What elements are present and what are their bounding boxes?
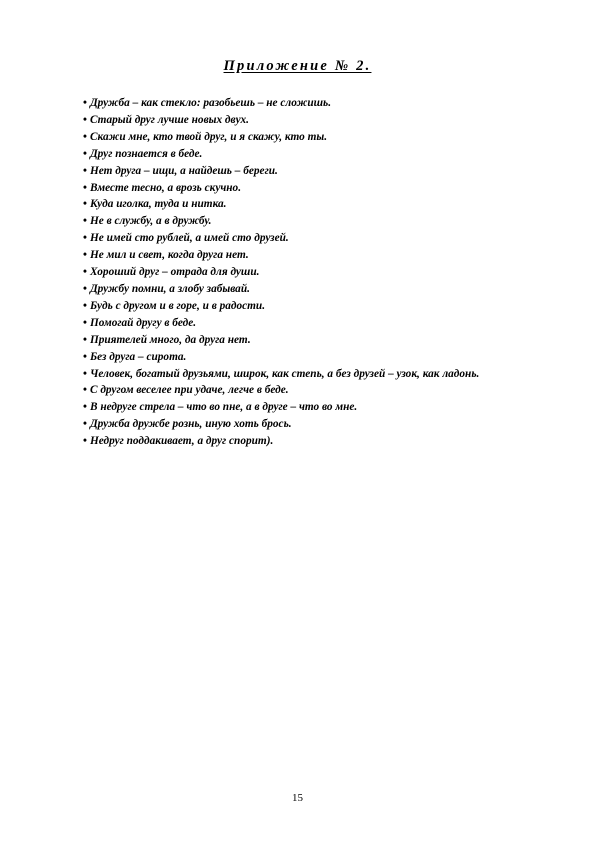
proverb-item <box>83 366 528 383</box>
proverb-item <box>83 196 528 213</box>
bullet-icon: • <box>83 97 87 109</box>
proverb-list <box>83 95 528 450</box>
proverb-item <box>83 382 528 399</box>
proverb-text: Без друга – сирота. <box>89 350 187 363</box>
bullet-icon: • <box>83 367 87 380</box>
proverb-item <box>83 281 528 298</box>
bullet-icon: • <box>83 147 87 160</box>
bullet-icon: • <box>83 198 87 211</box>
proverb-item <box>83 95 528 112</box>
proverb-item <box>83 315 528 332</box>
proverb-item <box>83 264 528 281</box>
bullet-icon: • <box>83 333 87 346</box>
bullet-icon: • <box>83 316 87 329</box>
proverb-text: Нет друга – ищи, а найдешь – береги. <box>89 164 278 177</box>
proverb-text: Будь с другом и в горе, и в радости. <box>89 299 266 312</box>
proverb-text: Помогай другу в беде. <box>89 316 197 329</box>
bullet-icon: • <box>83 299 87 312</box>
proverb-text: Дружба – как стекло: разобьешь – не сложишь. <box>89 97 332 109</box>
bullet-icon: • <box>83 282 87 295</box>
proverb-text: Старый друг лучше новых двух. <box>89 113 249 126</box>
proverb-text: Дружбу помни, а злобу забывай. <box>89 282 250 295</box>
proverb-item <box>83 129 528 146</box>
proverb-item <box>83 416 528 433</box>
proverb-text: Куда иголка, туда и нитка. <box>89 198 227 211</box>
proverb-text: С другом веселее при удаче, легче в беде. <box>89 384 289 397</box>
page-title: Приложение № 2. <box>223 58 372 74</box>
proverb-item <box>83 213 528 230</box>
proverb-item <box>83 163 528 180</box>
bullet-icon: • <box>83 266 87 279</box>
proverb-text: В недруге стрела – что во пне, а в друге – что во мне. <box>89 401 358 414</box>
proverb-text: Недруг поддакивает, а друг спорит). <box>89 435 274 448</box>
proverb-text: Человек, богатый друзьями, широк, как степь, а без друзей – узок, как ладонь. <box>89 367 480 380</box>
proverb-text: Приятелей много, да друга нет. <box>89 333 251 346</box>
proverb-item <box>83 332 528 349</box>
proverb-text: Не в службу, а в дружбу. <box>89 215 212 228</box>
proverb-item <box>83 180 528 197</box>
bullet-icon: • <box>83 215 87 228</box>
proverb-item <box>83 247 528 264</box>
bullet-icon: • <box>83 418 87 431</box>
proverb-text: Не мил и свет, когда друга нет. <box>89 249 249 262</box>
proverb-item <box>83 349 528 366</box>
proverb-text: Хороший друг – отрада для души. <box>89 266 260 279</box>
bullet-icon: • <box>83 113 87 126</box>
bullet-icon: • <box>83 435 87 448</box>
proverb-item <box>83 298 528 315</box>
proverb-text: Вместе тесно, а врозь скучно. <box>89 181 242 194</box>
proverb-item <box>83 433 528 450</box>
proverb-text: Друг познается в беде. <box>89 147 203 160</box>
bullet-icon: • <box>83 164 87 177</box>
proverb-text: Скажи мне, кто твой друг, и я скажу, кто ты. <box>89 130 328 143</box>
bullet-icon: • <box>83 350 87 363</box>
bullet-icon: • <box>83 401 87 414</box>
proverb-item <box>83 146 528 163</box>
proverb-item <box>83 112 528 129</box>
page-number: 15 <box>292 792 303 804</box>
bullet-icon: • <box>83 384 87 397</box>
proverb-text: Не имей сто рублей, а имей сто друзей. <box>89 232 289 245</box>
bullet-icon: • <box>83 232 87 245</box>
proverb-text: Дружба дружбе рознь, иную хоть брось. <box>89 418 292 431</box>
bullet-icon: • <box>83 249 87 262</box>
bullet-icon: • <box>83 130 87 143</box>
proverb-item <box>83 399 528 416</box>
proverb-item <box>83 230 528 247</box>
bullet-icon: • <box>83 181 87 194</box>
